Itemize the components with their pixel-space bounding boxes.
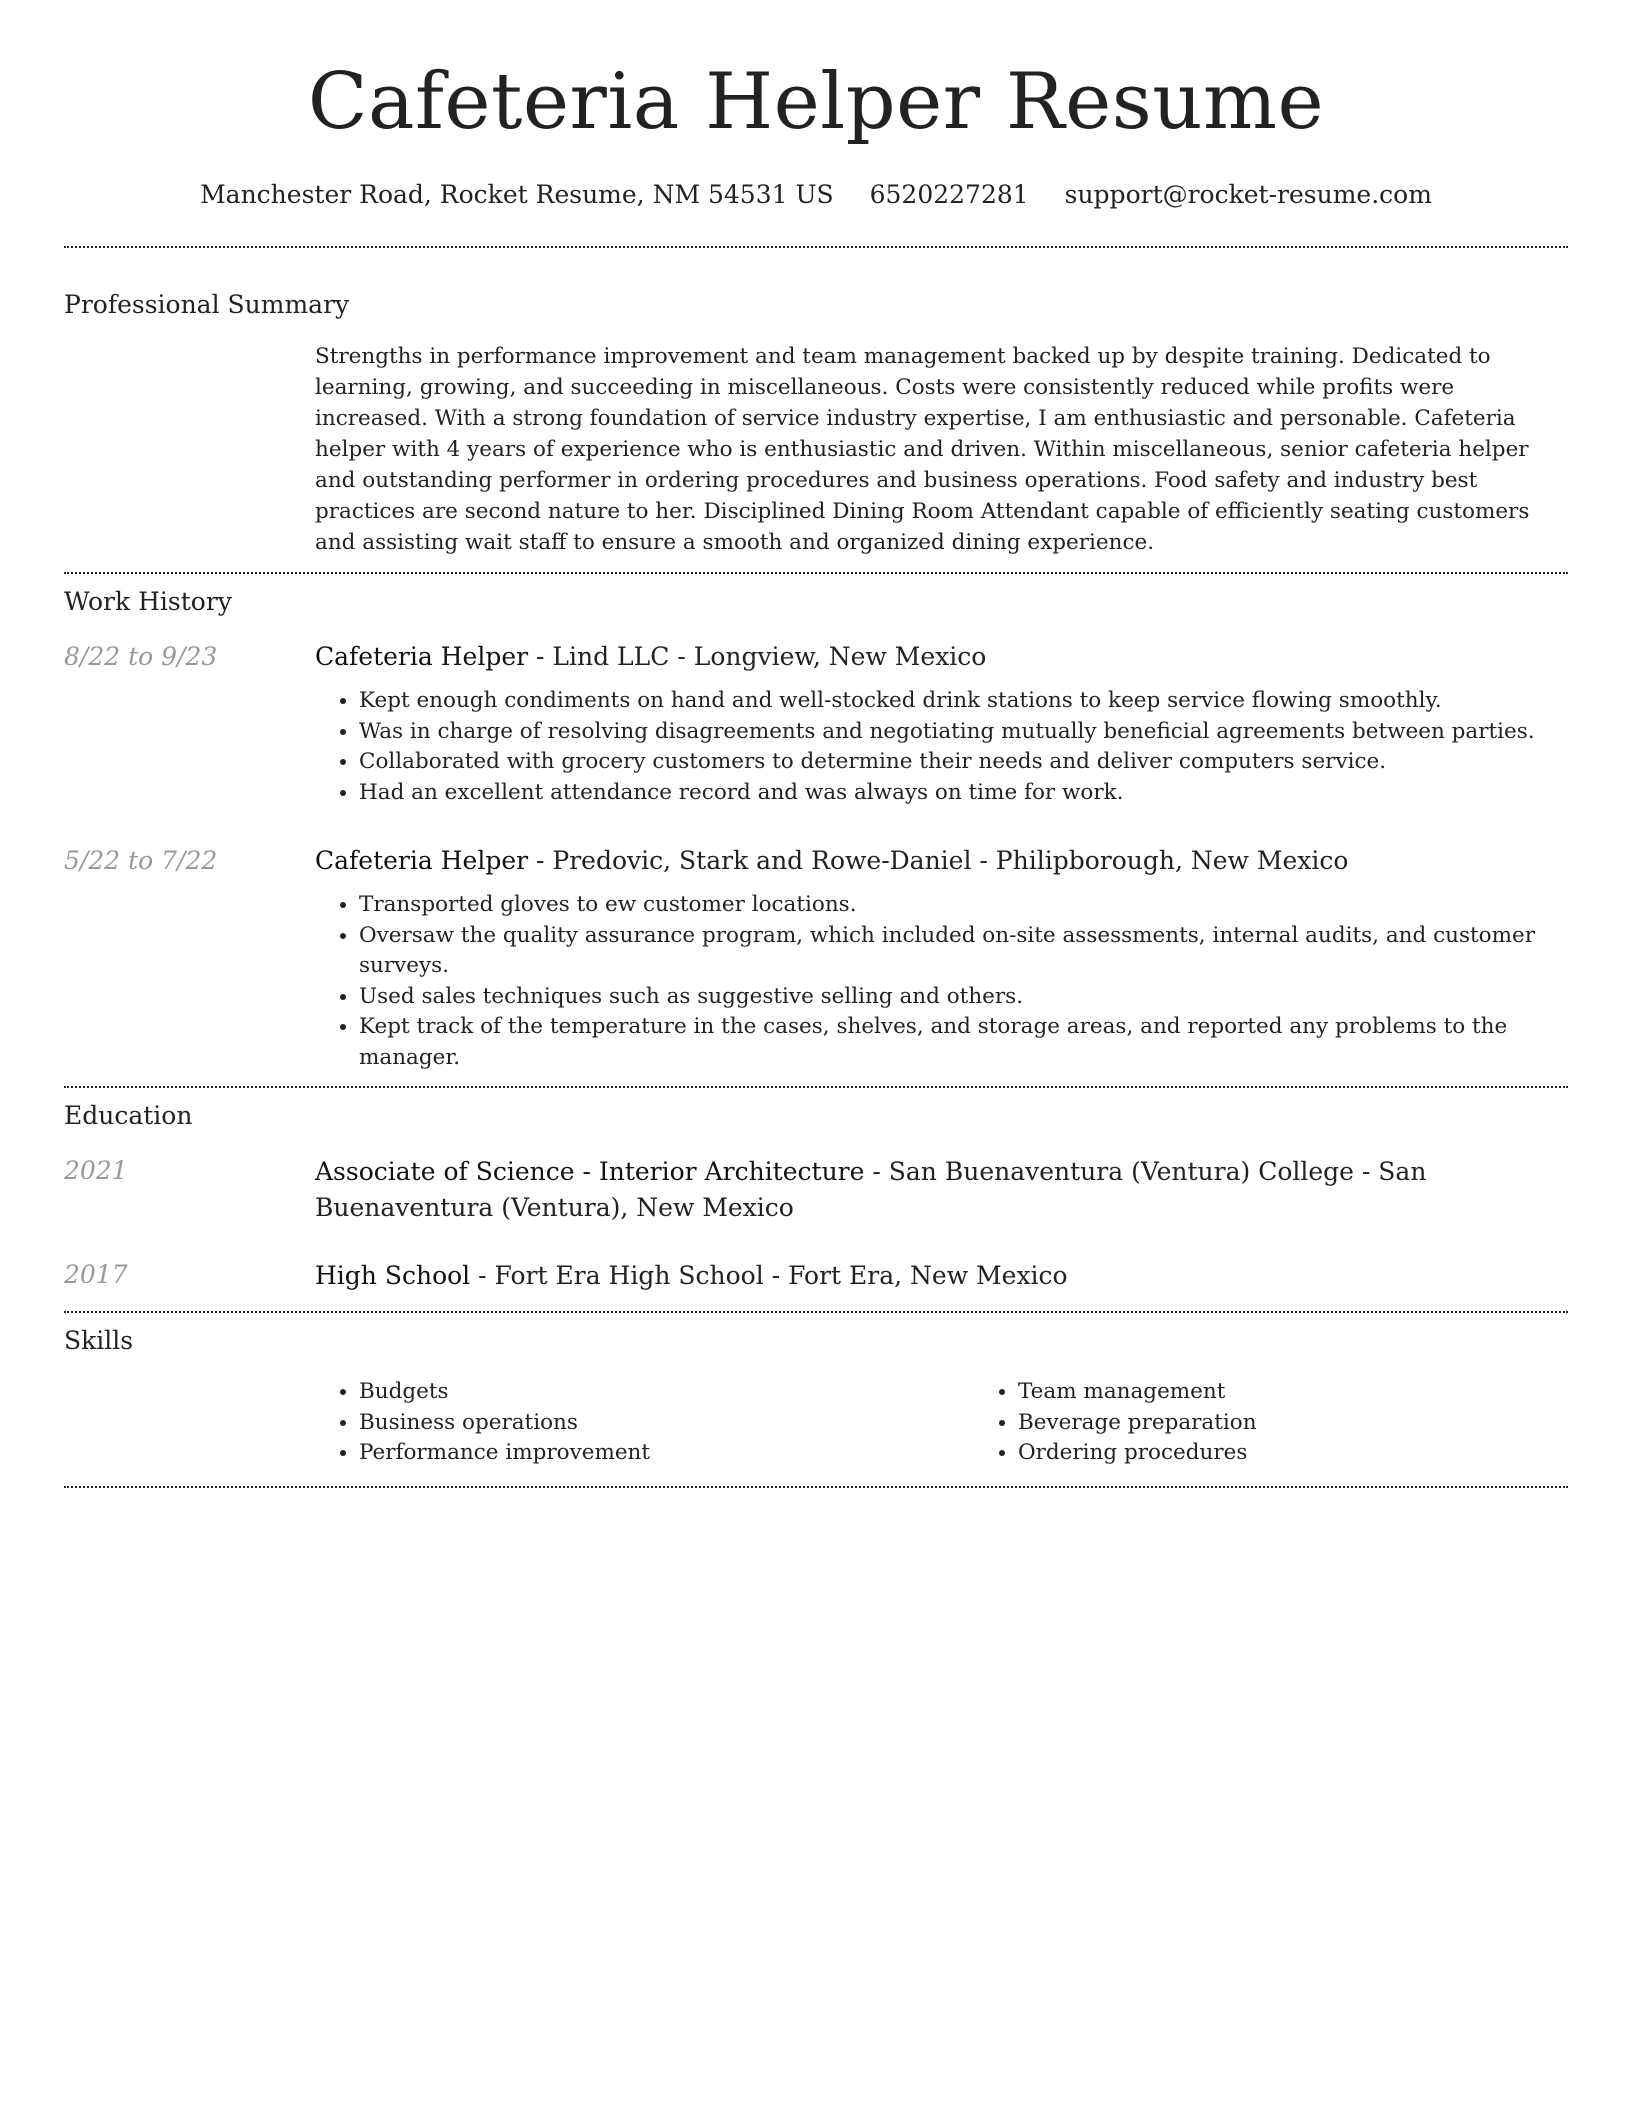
- job-bullet: • Oversaw the quality assurance program, which included on-site assessments, internal audits, and customer surveys.: [359, 921, 1568, 982]
- skill-item: • Beverage preparation: [1018, 1408, 1632, 1439]
- job-body: [315, 844, 1568, 1073]
- summary-section: [64, 288, 1568, 558]
- work-heading: Work History: [64, 587, 232, 616]
- job-title: [315, 640, 1568, 674]
- education-year: 2021: [64, 1156, 128, 1185]
- skills-grid: [315, 1377, 1632, 1469]
- divider-education: [64, 1311, 1568, 1313]
- skills-list-left: [315, 1377, 974, 1469]
- skills-heading: Skills: [64, 1326, 134, 1355]
- education-heading: Education: [64, 1101, 193, 1130]
- job-body: [315, 640, 1568, 808]
- contact-address: Manchester Road, Rocket Resume, NM 54531 US: [200, 180, 834, 209]
- job-entry: [64, 640, 1568, 808]
- skills-spacer: [64, 1377, 315, 1469]
- job-details: - Predovic, Stark and Rowe-Daniel - Philipborough, New Mexico: [528, 846, 1349, 875]
- contact-email: support@rocket-resume.com: [1064, 180, 1432, 209]
- summary-row: [64, 341, 1568, 558]
- education-degree: Associate of Science - Interior Architecture: [315, 1157, 865, 1186]
- summary-body: [315, 341, 1568, 558]
- job-details: - Lind LLC - Longview, New Mexico: [528, 642, 987, 671]
- resume-title: Cafeteria Helper Resume: [307, 57, 1325, 147]
- skill-item: • Business operations: [359, 1408, 974, 1439]
- job-bullet: • Was in charge of resolving disagreements and negotiating mutually beneficial agreements between parties.: [359, 717, 1568, 748]
- contact-line: [64, 178, 1568, 212]
- education-section: [64, 1099, 1568, 1294]
- skill-item: • Ordering procedures: [1018, 1438, 1632, 1469]
- job-role: Cafeteria Helper: [315, 846, 529, 875]
- job-role: Cafeteria Helper: [315, 642, 529, 671]
- summary-text: Strengths in performance improvement and team management backed up by despite training. Dedicated to learning, growing, and succeeding in miscellaneous. Costs were consistently reduced while profits were increased. With a strong foundation of service industry expertise, I am enthusiastic and personable. Cafeteria helper with 4 years of experience who is enthusiastic and driven. Within miscellaneous, senior cafeteria helper and outstanding performer in ordering procedures and business operations. Food safety and industry best practices are second nature to her. Disciplined Dining Room Attendant capable of efficiently seating customers and assisting wait staff to ensure a smooth and organized dining experience.: [315, 344, 1530, 555]
- job-entry: [64, 844, 1568, 1073]
- skill-item: • Budgets: [359, 1377, 974, 1408]
- skills-row: [64, 1377, 1568, 1469]
- divider-skills: [64, 1486, 1568, 1488]
- job-bullet: • Kept enough condiments on hand and well-stocked drink stations to keep service flowing smoothly.: [359, 686, 1568, 717]
- job-bullet: • Transported gloves to ew customer locations.: [359, 890, 1568, 921]
- education-body: [315, 1258, 1568, 1294]
- education-title: [315, 1258, 1568, 1294]
- summary-heading: Professional Summary: [64, 290, 350, 319]
- summary-spacer: [64, 341, 315, 558]
- job-title: [315, 844, 1568, 878]
- job-dates: 8/22 to 9/23: [64, 642, 218, 671]
- job-bullet: • Had an excellent attendance record and was always on time for work.: [359, 778, 1568, 809]
- education-year: 2017: [64, 1260, 128, 1289]
- education-entry: [64, 1154, 1568, 1226]
- job-bullet: • Kept track of the temperature in the cases, shelves, and storage areas, and reported any problems to the manager.: [359, 1012, 1568, 1073]
- resume-header: [64, 0, 1568, 212]
- education-degree: High School: [315, 1261, 471, 1290]
- divider-work: [64, 1086, 1568, 1088]
- job-bullets: [315, 890, 1568, 1073]
- education-entry: [64, 1258, 1568, 1294]
- education-title: [315, 1154, 1568, 1226]
- education-details: - Fort Era High School - Fort Era, New Mexico: [470, 1261, 1068, 1290]
- education-body: [315, 1154, 1568, 1226]
- divider-header: [64, 246, 1568, 248]
- job-bullets: [315, 686, 1568, 808]
- education-details: - San Buenaventura (Ventura) College - San Buenaventura (Ventura), New Mexico: [315, 1157, 1427, 1222]
- skill-item: • Performance improvement: [359, 1438, 974, 1469]
- skill-item: • Team management: [1018, 1377, 1632, 1408]
- job-bullet: • Collaborated with grocery customers to determine their needs and deliver computers service.: [359, 747, 1568, 778]
- skills-section: [64, 1324, 1568, 1469]
- divider-summary: [64, 572, 1568, 574]
- job-dates: 5/22 to 7/22: [64, 846, 218, 875]
- contact-phone: 6520227281: [869, 180, 1029, 209]
- work-section: [64, 585, 1568, 1073]
- job-bullet: • Used sales techniques such as suggestive selling and others.: [359, 982, 1568, 1013]
- skills-list-right: [974, 1377, 1632, 1469]
